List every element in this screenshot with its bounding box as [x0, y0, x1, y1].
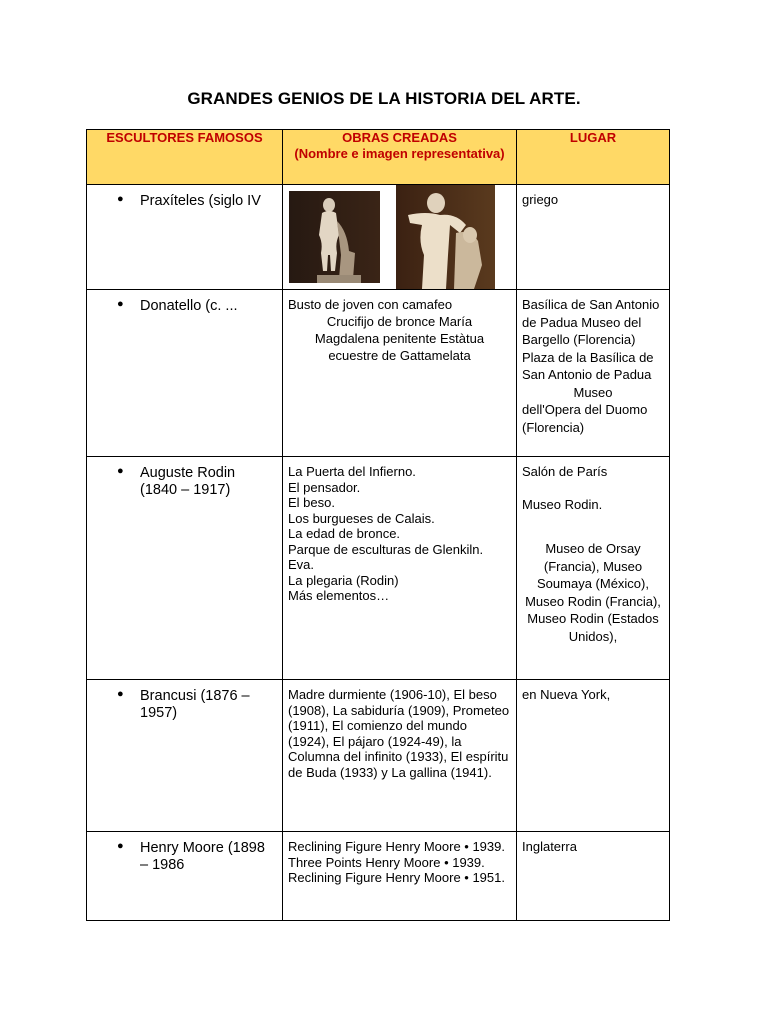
place-text: en Nueva York,: [522, 687, 611, 702]
header-works: [283, 130, 517, 185]
works-text: Crucifijo de bronce María Magdalena penitente Estàtua ecuestre de Gattamelata: [314, 313, 485, 363]
bullet-icon: ●: [117, 840, 124, 852]
table-header-row: [87, 130, 670, 185]
place-text: Museo Rodin.: [522, 496, 603, 512]
sculptor-name: Henry Moore (1898 – 1986: [140, 840, 265, 873]
list-item: Eva.: [288, 557, 315, 572]
works-cell: [283, 185, 517, 290]
sculptor-cell: [87, 290, 283, 457]
list-item: Three Points Henry Moore • 1939.: [288, 854, 485, 870]
works-cell: [283, 290, 517, 457]
place-text: Museo: [573, 384, 613, 400]
place-text: Salón de París: [522, 464, 608, 479]
header-works-title: OBRAS CREADAS: [342, 130, 457, 145]
list-item: La Puerta del Infierno.: [288, 464, 416, 479]
place-text: Museo de Orsay (Francia), Museo Soumaya (México), Museo Rodin (Francia), Museo Rodin (Estados Unidos),: [525, 541, 661, 644]
works-text: Busto de joven con camafeo: [288, 297, 453, 312]
document-title: GRANDES GENIOS DE LA HISTORIA DEL ARTE.: [187, 89, 581, 108]
list-item: Los burgueses de Calais.: [288, 510, 435, 526]
works-cell: [283, 832, 517, 921]
sculptor-name: Brancusi (1876 – 1957): [140, 688, 250, 721]
header-sculptors: ESCULTORES FAMOSOS: [87, 130, 283, 185]
place-cell: [517, 832, 670, 921]
table-row: [87, 457, 670, 680]
place-text: Basílica de San Antonio de Padua Museo del Bargello (Florencia) Plaza de la Basílica de San Antonio de Padua: [522, 297, 660, 382]
bullet-icon: ●: [117, 465, 124, 477]
list-item: Reclining Figure Henry Moore • 1951.: [288, 870, 505, 885]
list-item: Más elementos…: [288, 588, 390, 603]
sculptor-cell: [87, 457, 283, 680]
works-text: Madre durmiente (1906-10), El beso (1908), La sabiduría (1909), Prometeo (1911), El comienzo del mundo (1924), El pájaro (1924-49), la Columna del infinito (1933), El espíritu de Buda (1933) y La gallina (1941).: [288, 687, 510, 780]
place-text: griego: [522, 192, 559, 207]
sculptor-cell: [87, 185, 283, 290]
list-item: Parque de esculturas de Glenkiln.: [288, 541, 484, 557]
list-item: La plegaria (Rodin): [288, 572, 399, 588]
sculptor-cell: [87, 680, 283, 832]
list-item: El pensador.: [288, 479, 361, 495]
sculptors-table: [86, 129, 670, 921]
table-row: [87, 680, 670, 832]
place-cell: [517, 457, 670, 680]
list-item: Reclining Figure Henry Moore • 1939.: [288, 839, 505, 854]
bullet-icon: ●: [117, 298, 124, 310]
place-cell: [517, 680, 670, 832]
header-works-subtitle: (Nombre e imagen representativa): [294, 146, 505, 161]
table-row: [87, 185, 670, 290]
place-cell: [517, 290, 670, 457]
table-row: [87, 290, 670, 457]
sculptor-cell: [87, 832, 283, 921]
place-text: Inglaterra: [522, 839, 577, 854]
works-cell: [283, 680, 517, 832]
header-place: LUGAR: [517, 130, 670, 185]
list-item: La edad de bronce.: [288, 526, 401, 541]
place-text: dell'Opera del Duomo (Florencia): [522, 402, 648, 435]
place-cell: [517, 185, 670, 290]
table-row: [87, 832, 670, 921]
list-item: El beso.: [288, 495, 335, 510]
sculptor-name: Donatello (c. ...: [140, 298, 238, 314]
sculptor-name: Praxíteles (siglo IV: [140, 193, 261, 209]
bullet-icon: ●: [117, 688, 124, 700]
bullet-icon: ●: [117, 193, 124, 205]
statue-image-hermes: [396, 185, 495, 289]
statue-image-venus: [289, 191, 380, 283]
works-cell: [283, 457, 517, 680]
sculptor-name: Auguste Rodin (1840 – 1917): [140, 465, 236, 498]
